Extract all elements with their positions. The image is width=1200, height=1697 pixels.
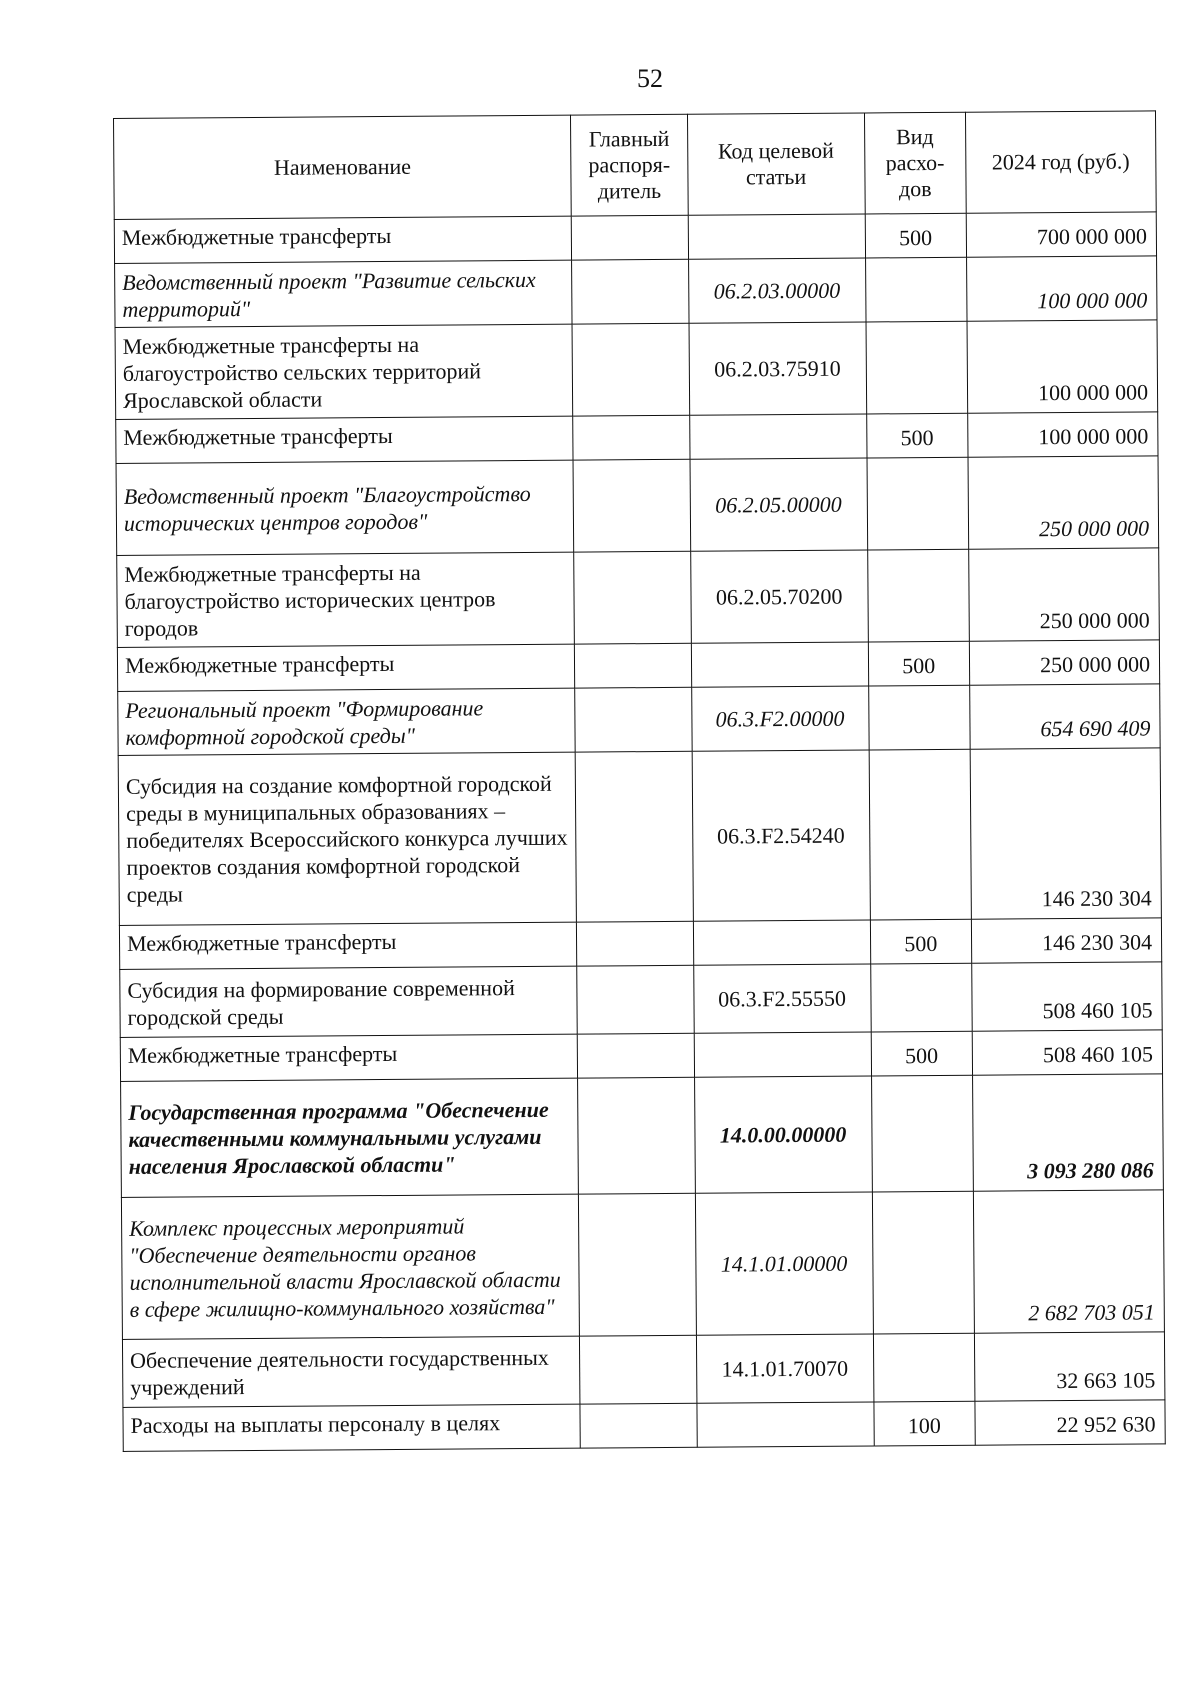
header-year-sum: 2024 год (руб.) <box>965 111 1156 213</box>
cell-name: Субсидия на создание комфортной городской среды в муниципальных образованиях – победителях Всероссийского конкурса лучших проектов создания комфортной городской среды <box>118 752 576 925</box>
cell-target-code: 06.2.03.00000 <box>688 258 865 323</box>
cell-name: Государственная программа "Обеспечение качественными коммунальными услугами населения Ярославской области" <box>121 1078 579 1197</box>
cell-expense-type <box>866 321 968 414</box>
cell-name: Межбюджетные трансферты на благоустройство исторических центров городов <box>117 552 575 647</box>
cell-main-manager <box>577 921 694 966</box>
cell-main-manager <box>575 687 692 752</box>
cell-name: Межбюджетные трансферты <box>120 1034 578 1081</box>
cell-name: Межбюджетные трансферты <box>117 644 575 691</box>
cell-target-code <box>694 1032 871 1077</box>
table-body <box>114 212 1165 1452</box>
cell-expense-type: 500 <box>866 413 967 458</box>
cell-expense-type <box>865 257 967 322</box>
cell-main-manager <box>579 1193 696 1336</box>
cell-target-code: 14.0.00.00000 <box>694 1076 872 1193</box>
cell-main-manager <box>575 643 692 688</box>
table-row <box>116 456 1159 556</box>
table-row <box>122 1332 1164 1408</box>
cell-target-code: 06.3.F2.55550 <box>693 964 871 1033</box>
cell-name: Ведомственный проект "Развитие сельских территорий" <box>115 260 573 327</box>
cell-name: Межбюджетные трансферты <box>114 216 572 263</box>
table-row <box>114 212 1156 264</box>
cell-target-code: 14.1.01.00000 <box>695 1192 873 1335</box>
table-row <box>119 918 1161 970</box>
cell-target-code <box>697 1402 874 1447</box>
cell-year-sum: 100 000 000 <box>967 320 1158 413</box>
table-row <box>117 640 1159 692</box>
table-row <box>120 962 1162 1038</box>
cell-expense-type: 500 <box>865 213 966 258</box>
cell-main-manager <box>572 259 689 324</box>
budget-table-wrapper <box>113 110 1166 1452</box>
cell-main-manager <box>580 1335 697 1404</box>
cell-expense-type <box>867 549 969 642</box>
cell-main-manager <box>577 1033 694 1078</box>
cell-expense-type: 100 <box>874 1401 975 1446</box>
cell-name: Комплекс процессных мероприятий "Обеспечение деятельности органов исполнительной власти Ярославской области в сфере жилищно-коммунального хозяйства" <box>121 1194 579 1339</box>
cell-name: Расходы на выплаты персоналу в целях <box>123 1404 581 1451</box>
cell-expense-type <box>873 1333 975 1402</box>
cell-target-code <box>689 414 866 459</box>
cell-expense-type <box>870 963 972 1032</box>
cell-year-sum: 100 000 000 <box>967 412 1158 457</box>
cell-year-sum: 100 000 000 <box>966 256 1157 321</box>
table-row <box>121 1074 1164 1198</box>
cell-target-code: 14.1.01.70070 <box>696 1334 874 1403</box>
cell-year-sum: 2 682 703 051 <box>973 1190 1164 1333</box>
cell-name: Межбюджетные трансферты <box>116 416 574 463</box>
cell-main-manager <box>577 965 694 1034</box>
cell-expense-type <box>871 1075 973 1192</box>
table-row <box>117 548 1160 648</box>
cell-year-sum: 32 663 105 <box>974 1332 1165 1401</box>
cell-main-manager <box>580 1403 697 1448</box>
budget-table <box>113 110 1166 1452</box>
cell-name: Обеспечение деятельности государственных учреждений <box>122 1336 580 1407</box>
cell-year-sum: 654 690 409 <box>969 684 1160 749</box>
cell-main-manager <box>571 215 688 260</box>
table-row <box>123 1400 1165 1452</box>
cell-year-sum: 700 000 000 <box>966 212 1157 257</box>
header-row <box>114 111 1157 220</box>
cell-main-manager <box>575 751 693 922</box>
cell-target-code: 06.3.F2.54240 <box>692 750 870 921</box>
cell-target-code: 06.2.05.00000 <box>690 458 868 551</box>
cell-name: Межбюджетные трансферты на благоустройство сельских территорий Ярославской области <box>115 324 573 419</box>
cell-expense-type: 500 <box>868 641 969 686</box>
cell-name: Межбюджетные трансферты <box>119 922 577 969</box>
cell-year-sum: 508 460 105 <box>972 1030 1163 1075</box>
cell-year-sum: 146 230 304 <box>971 918 1162 963</box>
cell-year-sum: 22 952 630 <box>975 1400 1166 1445</box>
cell-year-sum: 250 000 000 <box>968 548 1159 641</box>
cell-main-manager <box>573 459 690 552</box>
cell-target-code <box>691 642 868 687</box>
cell-year-sum: 250 000 000 <box>968 456 1159 549</box>
cell-main-manager <box>578 1077 695 1194</box>
cell-name: Региональный проект "Формирование комфортной городской среды" <box>118 688 576 755</box>
cell-expense-type <box>868 685 970 750</box>
cell-target-code <box>688 214 865 259</box>
table-row <box>115 320 1158 420</box>
header-main-manager: Главный распоря-дитель <box>571 114 688 216</box>
cell-target-code: 06.2.03.75910 <box>689 322 867 415</box>
cell-expense-type <box>869 749 971 920</box>
cell-expense-type: 500 <box>870 919 971 964</box>
cell-target-code: 06.2.05.70200 <box>690 550 868 643</box>
table-row <box>120 1030 1162 1082</box>
cell-name: Ведомственный проект "Благоустройство исторических центров городов" <box>116 460 574 555</box>
header-target-code: Код целевой статьи <box>687 113 865 215</box>
cell-expense-type: 500 <box>871 1031 972 1076</box>
table-row <box>116 412 1158 464</box>
header-name: Наименование <box>114 115 572 219</box>
page-number: 52 <box>637 64 663 93</box>
cell-year-sum: 3 093 280 086 <box>972 1074 1163 1191</box>
cell-target-code: 06.3.F2.00000 <box>691 686 868 751</box>
cell-main-manager <box>574 551 691 644</box>
cell-main-manager <box>572 323 689 416</box>
table-row <box>118 748 1161 926</box>
cell-expense-type <box>872 1191 974 1334</box>
table-row <box>115 256 1157 328</box>
cell-year-sum: 508 460 105 <box>972 962 1163 1031</box>
table-row <box>121 1190 1164 1340</box>
header-expense-type: Вид расхо-дов <box>864 112 966 214</box>
cell-main-manager <box>573 415 690 460</box>
table-row <box>118 684 1160 756</box>
cell-expense-type <box>867 457 969 550</box>
cell-target-code <box>693 920 870 965</box>
cell-year-sum: 250 000 000 <box>969 640 1160 685</box>
cell-year-sum: 146 230 304 <box>970 748 1161 919</box>
cell-name: Субсидия на формирование современной городской среды <box>120 966 578 1037</box>
